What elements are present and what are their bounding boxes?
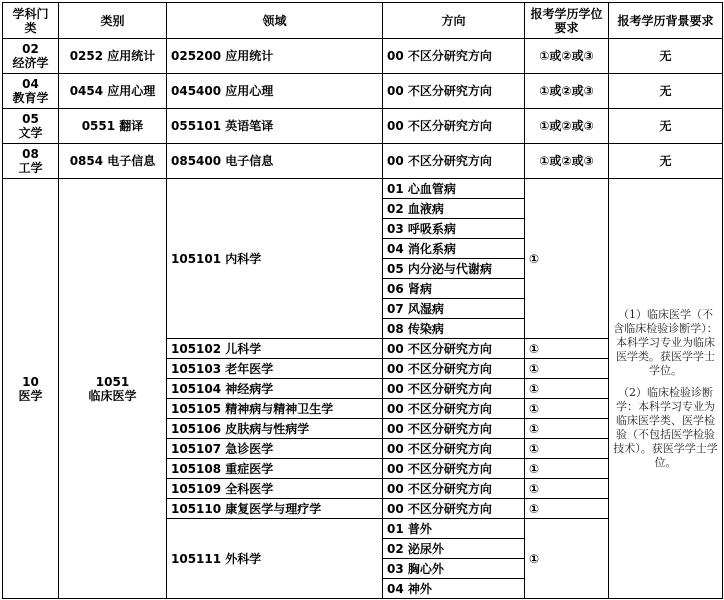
discipline-name: 教育学 <box>12 91 49 105</box>
discipline-name: 医学 <box>18 388 43 403</box>
direction-cell: 00 不区分研究方向 <box>383 144 525 179</box>
field-cell: 045400 应用心理 <box>167 74 383 109</box>
discipline-name: 经济学 <box>12 56 49 70</box>
field-cell: 105103 老年医学 <box>167 359 383 379</box>
direction-cell: 03 呼吸系病 <box>383 219 525 239</box>
field-cell: 105104 神经病学 <box>167 379 383 399</box>
field-cell: 105109 全科医学 <box>167 479 383 499</box>
field-cell: 105108 重症医学 <box>167 459 383 479</box>
direction-cell: 00 不区分研究方向 <box>383 39 525 74</box>
discipline-cell <box>3 39 59 74</box>
direction-cell: 00 不区分研究方向 <box>383 399 525 419</box>
direction-cell: 03 胸心外 <box>383 559 525 579</box>
degree-req-cell: ① <box>525 379 609 399</box>
background-req-cell: 无 <box>609 39 723 74</box>
direction-cell: 00 不区分研究方向 <box>383 359 525 379</box>
field-cell: 105110 康复医学与理疗学 <box>167 499 383 519</box>
direction-cell: 05 内分泌与代谢病 <box>383 259 525 279</box>
direction-cell: 02 血液病 <box>383 199 525 219</box>
direction-cell: 08 传染病 <box>383 319 525 339</box>
degree-req-cell: ①或②或③ <box>525 39 609 74</box>
discipline-cell <box>3 109 59 144</box>
table-row <box>3 39 723 74</box>
field-cell: 105106 皮肤病与性病学 <box>167 419 383 439</box>
table-row <box>3 179 723 199</box>
direction-cell: 01 普外 <box>383 519 525 539</box>
degree-req-cell: ①或②或③ <box>525 74 609 109</box>
discipline-code: 05 <box>22 112 39 126</box>
discipline-code: 04 <box>22 77 39 91</box>
field-cell: 105105 精神病与精神卫生学 <box>167 399 383 419</box>
field-cell: 105102 儿科学 <box>167 339 383 359</box>
degree-req-cell: ①或②或③ <box>525 109 609 144</box>
direction-cell: 00 不区分研究方向 <box>383 499 525 519</box>
direction-cell: 00 不区分研究方向 <box>383 439 525 459</box>
header-cell: 学科门类 <box>3 3 59 39</box>
degree-req-cell: ① <box>525 459 609 479</box>
category-cell: 0252 应用统计 <box>59 39 167 74</box>
degree-req-cell: ① <box>525 439 609 459</box>
direction-cell: 04 消化系病 <box>383 239 525 259</box>
direction-cell: 07 风湿病 <box>383 299 525 319</box>
background-req-cell: 无 <box>609 144 723 179</box>
background-note-cell <box>609 179 723 599</box>
category-cell <box>59 179 167 599</box>
direction-cell: 04 神外 <box>383 579 525 599</box>
discipline-name: 工学 <box>18 161 43 175</box>
category-cell: 0454 应用心理 <box>59 74 167 109</box>
category-cell: 0551 翻译 <box>59 109 167 144</box>
field-cell: 105111 外科学 <box>167 519 383 599</box>
background-req-cell: 无 <box>609 74 723 109</box>
direction-cell: 00 不区分研究方向 <box>383 479 525 499</box>
header-cell: 方向 <box>383 3 525 39</box>
degree-req-cell: ① <box>525 519 609 599</box>
table-row <box>3 144 723 179</box>
field-cell: 105101 内科学 <box>167 179 383 339</box>
direction-cell: 01 心血管病 <box>383 179 525 199</box>
direction-cell: 00 不区分研究方向 <box>383 419 525 439</box>
degree-req-cell: ①或②或③ <box>525 144 609 179</box>
field-cell: 055101 英语笔译 <box>167 109 383 144</box>
table-row <box>3 109 723 144</box>
degree-req-cell: ① <box>525 419 609 439</box>
category-name: 临床医学 <box>88 388 137 403</box>
category-code: 1051 <box>95 374 130 389</box>
discipline-cell <box>3 74 59 109</box>
degree-req-cell: ① <box>525 339 609 359</box>
field-cell: 085400 电子信息 <box>167 144 383 179</box>
direction-cell: 00 不区分研究方向 <box>383 109 525 144</box>
background-note-paragraph: （2）临床检验诊断学：本科学习专业为临床医学类、医学检验（不包括医学检验技术）。获医学学士学位。 <box>613 385 718 469</box>
direction-cell: 02 泌尿外 <box>383 539 525 559</box>
header-cell: 报考学历背景要求 <box>609 3 723 39</box>
direction-cell: 00 不区分研究方向 <box>383 339 525 359</box>
header-cell: 报考学历学位要求 <box>525 3 609 39</box>
degree-req-cell: ① <box>525 479 609 499</box>
direction-cell: 00 不区分研究方向 <box>383 459 525 479</box>
field-cell: 025200 应用统计 <box>167 39 383 74</box>
discipline-name: 文学 <box>18 126 43 140</box>
direction-cell: 06 肾病 <box>383 279 525 299</box>
header-cell: 类别 <box>59 3 167 39</box>
direction-cell: 00 不区分研究方向 <box>383 74 525 109</box>
degree-req-cell: ① <box>525 499 609 519</box>
discipline-cell <box>3 179 59 599</box>
field-cell: 105107 急诊医学 <box>167 439 383 459</box>
discipline-code: 08 <box>22 147 39 161</box>
header-row <box>3 3 723 39</box>
background-req-cell: 无 <box>609 109 723 144</box>
discipline-cell <box>3 144 59 179</box>
degree-req-cell: ① <box>525 399 609 419</box>
header-cell: 领域 <box>167 3 383 39</box>
direction-cell: 00 不区分研究方向 <box>383 379 525 399</box>
background-note-paragraph: （1）临床医学（不含临床检验诊断学）：本科学习专业为临床医学类。获医学学士学位。 <box>613 307 718 377</box>
category-cell: 0854 电子信息 <box>59 144 167 179</box>
table-row <box>3 74 723 109</box>
discipline-code: 02 <box>22 42 39 56</box>
degree-req-cell: ① <box>525 179 609 339</box>
programs-table <box>2 2 723 599</box>
discipline-code: 10 <box>22 374 39 389</box>
degree-req-cell: ① <box>525 359 609 379</box>
